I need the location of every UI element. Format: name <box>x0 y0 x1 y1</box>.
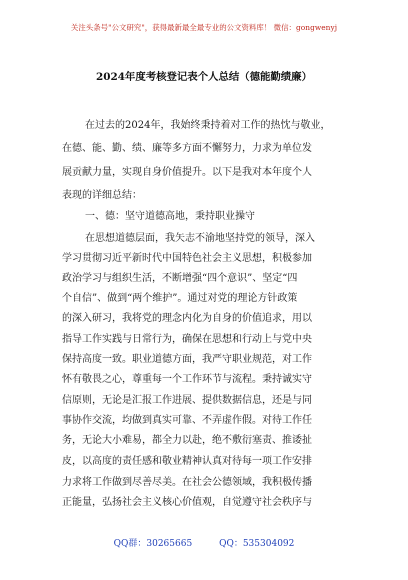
paragraph-line: 在过去的2024年，我始终秉持着对工作的热忱与敬业， <box>85 120 331 131</box>
paragraph-line: 指导工作实践与日常行为，确保在思想和行动上与党中央 <box>62 334 312 345</box>
paragraph-line: 事协作交流，均做到真实可靠、不弄虚作假。对待工作任 <box>62 415 312 426</box>
paragraph-line: 的深入研习，我将党的理念内化为自身的价值追求，用以 <box>62 313 312 324</box>
paragraph-line: 务，无论大小难易，都全力以赴，绝不敷衍塞责、推诿扯 <box>62 435 312 446</box>
paragraph-line: 政治学习与组织生活，不断增强“四个意识”、坚定“四 <box>62 273 298 284</box>
section-heading: 一、德：坚守道德高地，秉持职业操守 <box>85 211 255 222</box>
document-title: 2024年度考核登记表个人总结（德能勤绩廉） <box>96 71 312 83</box>
paragraph-line: 怀有敬畏之心，尊重每一个工作环节与流程。秉持诚实守 <box>62 374 312 385</box>
paragraph-line: 学习贯彻习近平新时代中国特色社会主义思想，积极参加 <box>62 253 312 264</box>
header-promo-banner: 关注头条号"公文研究"，获得最新最全最专业的公文资料库！ 微信：gongwenyj <box>70 23 338 32</box>
paragraph-line: 个自信”、做到“两个维护”。通过对党的理论方针政策 <box>62 293 298 304</box>
footer-qq: QQ：535304092 <box>219 539 295 549</box>
paragraph-line: 保持高度一致。职业道德方面，我严守职业规范，对工作 <box>62 354 312 365</box>
paragraph-line: 在思想道德层面，我矢志不渝地坚持党的领导，深入 <box>85 233 315 244</box>
paragraph-line: 正能量，弘扬社会主义核心价值观，自觉遵守社会秩序与 <box>62 497 312 508</box>
footer-qq-group: QQ群：30265665 <box>113 539 193 549</box>
footer-contact <box>0 536 408 549</box>
paragraph-line: 皮，以高度的责任感和敬业精神认真对待每一项工作安排 <box>62 456 312 467</box>
paragraph-line: 在德、能、勤、绩、廉等多方面不懈努力，力求为单位发 <box>62 143 312 154</box>
paragraph-line: 信原则，无论是汇报工作进展、提供数据信息，还是与同 <box>62 395 312 406</box>
paragraph-line: 力求将工作做到尽善尽美。在社会公德领域，我积极传播 <box>62 477 312 488</box>
paragraph-line: 表现的详细总结： <box>62 190 142 201</box>
paragraph-line: 展贡献力量，实现自身价值提升。以下是我对本年度个人 <box>62 167 312 178</box>
